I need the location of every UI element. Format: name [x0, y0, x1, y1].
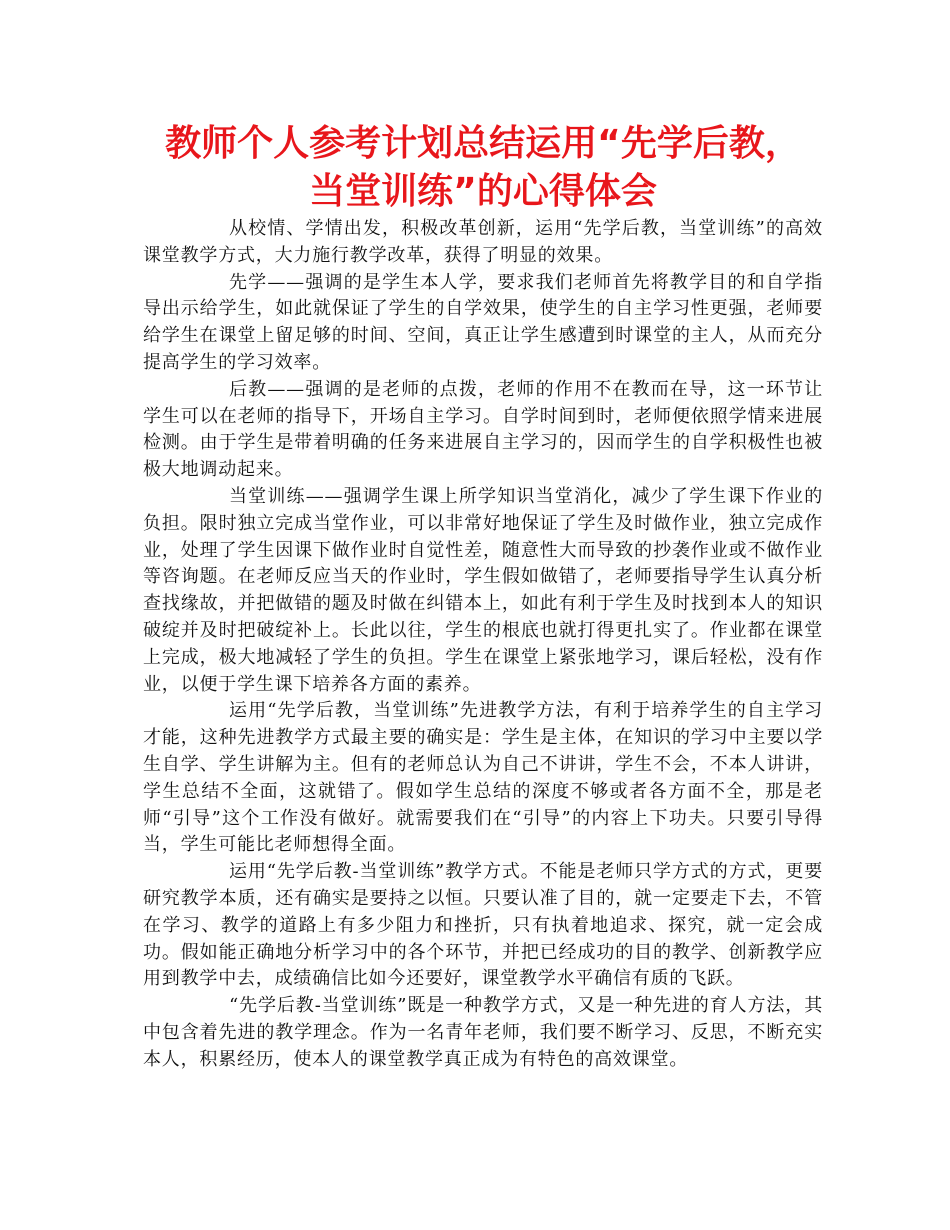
title-line-2: 当堂训练”的心得体会	[309, 171, 657, 212]
paragraph-7: “先学后教-当堂训练”既是一种教学方式，又是一种先进的育人方法，其中包含着先进的教学理念。作为一名青年老师，我们要不断学习、反思，不断充实本人，积累经历，使本人的课堂教学真正成为有特色的高效课堂。	[143, 995, 823, 1070]
title-line-1: 教师个人参考计划总结运用“先学后教，	[165, 123, 801, 164]
paragraph-6: 运用“先学后教-当堂训练”教学方式。不能是老师只学方式的方式，更要研究教学本质，还有确实是要持之以恒。只要认准了目的，就一定要走下去，不管在学习、教学的道路上有多少阻力和挫折，只有执着地追求、探究，就一定会成功。假如能正确地分析学习中的各个环节，并把已经成功的目的教学、创新教学应用到教学中去，成绩确信比如今还要好，课堂教学水平确信有质的飞跃。	[143, 861, 823, 990]
document-page	[143, 120, 823, 1074]
document-title	[143, 120, 823, 216]
paragraph-2: 先学——强调的是学生本人学，要求我们老师首先将教学目的和自学指导出示给学生，如此就保证了学生的自学效果，使学生的自主学习性更强，老师要给学生在课堂上留足够的时间、空间，真正让学生感遭到时课堂的主人，从而充分提高学生的学习效率。	[143, 271, 823, 373]
paragraph-1: 从校情、学情出发，积极改革创新，运用“先学后教，当堂训练”的高效课堂教学方式，大力施行教学改革，获得了明显的效果。	[143, 218, 823, 266]
paragraph-3: 后教——强调的是老师的点拨，老师的作用不在教而在导，这一环节让学生可以在老师的指导下，开场自主学习。自学时间到时，老师便依照学情来进展检测。由于学生是带着明确的任务来进展自主学习的，因而学生的自学积极性也被极大地调动起来。	[143, 378, 823, 481]
paragraph-5: 运用“先学后教，当堂训练”先进教学方法，有利于培养学生的自主学习才能，这种先进教学方式最主要的确实是：学生是主体，在知识的学习中主要以学生自学、学生讲解为主。但有的老师总认为自己不讲讲，学生不会，不本人讲讲，学生总结不全面，这就错了。假如学生总结的深度不够或者各方面不全，那是老师“引导”这个工作没有做好。就需要我们在“引导”的内容上下功夫。只要引导得当，学生可能比老师想得全面。	[143, 700, 823, 856]
paragraph-4: 当堂训练——强调学生课上所学知识当堂消化，减少了学生课下作业的负担。限时独立完成当堂作业，可以非常好地保证了学生及时做作业，独立完成作业，处理了学生因课下做作业时自觉性差，随意性大而导致的抄袭作业或不做作业等咨询题。在老师反应当天的作业时，学生假如做错了，老师要指导学生认真分析查找缘故，并把做错的题及时做在纠错本上，如此有利于学生及时找到本人的知识破绽并及时把破绽补上。长此以往，学生的根底也就打得更扎实了。作业都在课堂上完成，极大地减轻了学生的负担。学生在课堂上紧张地学习，课后轻松，没有作业，以便于学生课下培养各方面的素养。	[143, 485, 823, 695]
document-body	[143, 216, 823, 1074]
